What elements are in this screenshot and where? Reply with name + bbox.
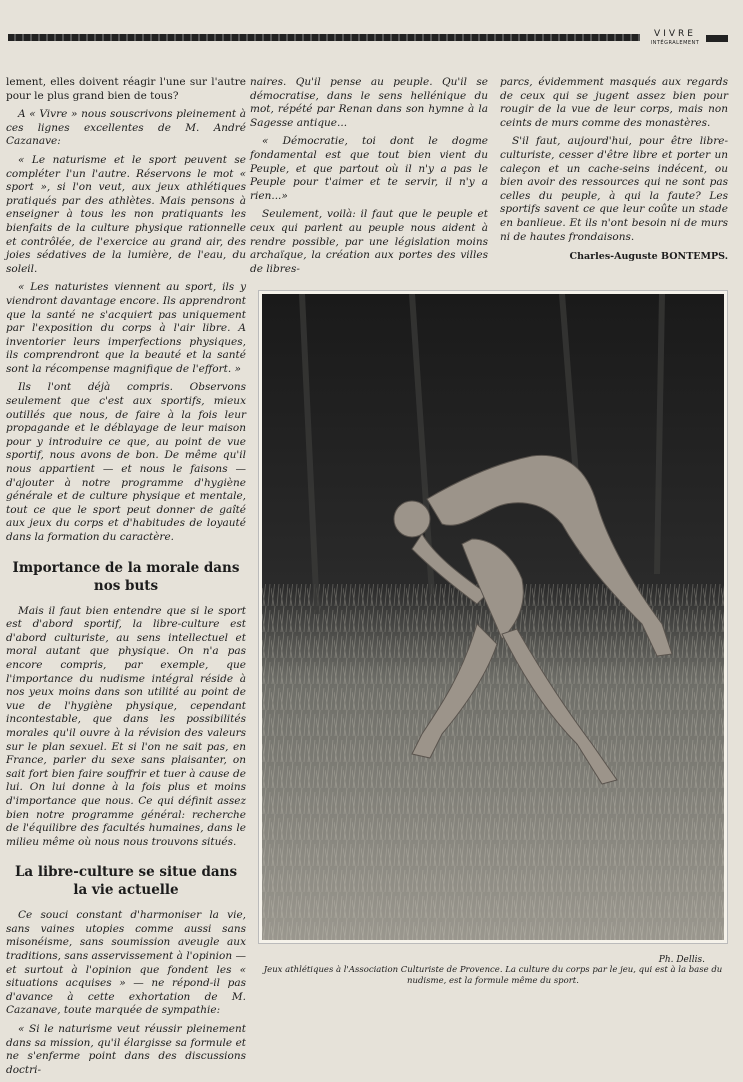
paragraph: lement, elles doivent réagir l'une sur l'autre pour le plus grand bien de tous? — [6, 76, 246, 102]
column-middle — [250, 76, 488, 281]
quote-paragraph: « Démocratie, toi dont le dogme fondamental est que tout bien vient du Peuple, et que partout où il n'y a pas le Peuple pour t'aimer et te servir, il n'y a rien...» — [250, 135, 488, 202]
paragraph: Ce souci constant d'harmoniser la vie, sans vaines utopies comme aussi sans misonéisme, sans soumission aveugle aux traditions, sans asservissement à l'opinion — et surtout à l'opinion que fondent les « situations acquises » — ne répond-il pas d'avance à cette exhortation de M. Cazanave, toute marquée de sympathie: — [6, 909, 246, 1017]
column-left — [6, 76, 246, 1082]
magazine-title — [646, 30, 704, 46]
magazine-name: VIVRE — [654, 29, 696, 39]
paragraph: parcs, évidemment masqués aux regards de ceux qui se jugent assez bien pour rougir de la vue de leur corps, mais non ceints de murs comme des monastères. — [500, 76, 728, 129]
paragraph: naires. Qu'il pense au peuple. Qu'il se démocratise, dans le sens hellénique du mot, répété par Renan dans son hymne à la Sagesse antique... — [250, 76, 488, 129]
quote-paragraph: « Les naturistes viennent au sport, ils y viendront davantage encore. Ils apprendront que la santé ne s'acquiert pas uniquement par l'exposition du corps à l'air libre. A inventorier leurs imperfections physiques, ils comprendront que la beauté et la santé sont la récompense magnifique de l'effort. » — [6, 281, 246, 375]
paragraph: A « Vivre » nous souscrivons pleinement à ces lignes excellentes de M. André Cazanave: — [6, 108, 246, 148]
photo-illustration — [262, 294, 724, 940]
paragraph: Seulement, voilà: il faut que le peuple et ceux qui parlent au peuple nous aident à rendre possible, par une législation moins archaïque, la création aux portes des villes de libres- — [250, 208, 488, 275]
quote-paragraph: « Si le naturisme veut réussir pleinement dans sa mission, qu'il élargisse sa formule et ne s'enferme point dans des discussions doctri- — [6, 1023, 246, 1076]
magazine-subtitle: INTÉGRALEMENT — [650, 40, 700, 46]
section-heading: Importance de la morale dans nos buts — [12, 559, 240, 594]
column-right — [500, 76, 728, 269]
paragraph: S'il faut, aujourd'hui, pour être libre-culturiste, cesser d'être libre et porter un caleçon et un cache-seins indécent, ou bien avoir des ressources qui ne sont pas celles du peuple, à qui la faute? Les sportifs savent ce que leur coûte un stade en banlieue. Et ils n'ont besoin ni de murs ni de hautes frondaisons. — [500, 135, 728, 243]
author-signature: Charles-Auguste BONTEMPS. — [569, 251, 728, 263]
header-rule-end — [706, 35, 728, 42]
section-heading: La libre-culture se situe dans la vie actuelle — [14, 864, 238, 899]
header-rule — [8, 34, 640, 41]
quote-paragraph: « Le naturisme et le sport peuvent se compléter l'un l'autre. Réservons le mot « sport », si l'on veut, aux jeux athlétiques pratiqués par des athlètes. Mais pensons à enseigner à tous les non pratiquants les bienfaits de la culture physique rationnelle et contrôlée, de l'exercice au grand air, des joies sédatives de la lumière, de l'eau, du soleil. — [6, 153, 246, 275]
photo-credit: Ph. Dellis. — [658, 955, 705, 965]
paragraph: Ils l'ont déjà compris. Observons seulement que c'est aux sportifs, mieux outillés que nous, de faire à la fois leur propagande et le déblayage de leur maison pour y introduire ce que, au point de vue sportif, nous avons de bon. De même qu'il nous appartient — et nous le faisons — d'ajouter à notre programme d'hygiène générale et de culture physique et mentale, tout ce que le sport peut donner de gaîté aux jeux du corps et d'habitudes de loyauté dans la formation du caractère. — [6, 381, 246, 543]
photo-caption: Jeux athlétiques à l'Association Culturiste de Provence. La culture du corps par le jeu, qui est à la base du nudisme, est la formule même du sport. — [263, 965, 723, 986]
photo-frame — [258, 290, 728, 944]
athlete-photo — [262, 294, 724, 940]
paragraph: Mais il faut bien entendre que si le sport est d'abord sportif, la libre-culture est d'abord culturiste, au sens intellectuel et moral autant que physique. On n'a pas encore compris, par exemple, que l'importance du nudisme intégral réside à nos yeux moins dans son utilité au point de vue de l'hygiène physique, cependant incontestable, que dans les possibilités morales qu'il ouvre à la révision des valeurs sur le plan sexuel. Et si l'on ne sait pas, en France, parler du sexe sans plaisanter, on sait fort bien faire souffrir et tuer à cause de lui. On lui donne à la fois plus et moins d'importance que nous. Ce qui définit assez bien notre programme général: recherche de l'équilibre des facultés humaines, dans le milieu même où nous nous trouvons situés. — [6, 604, 246, 848]
